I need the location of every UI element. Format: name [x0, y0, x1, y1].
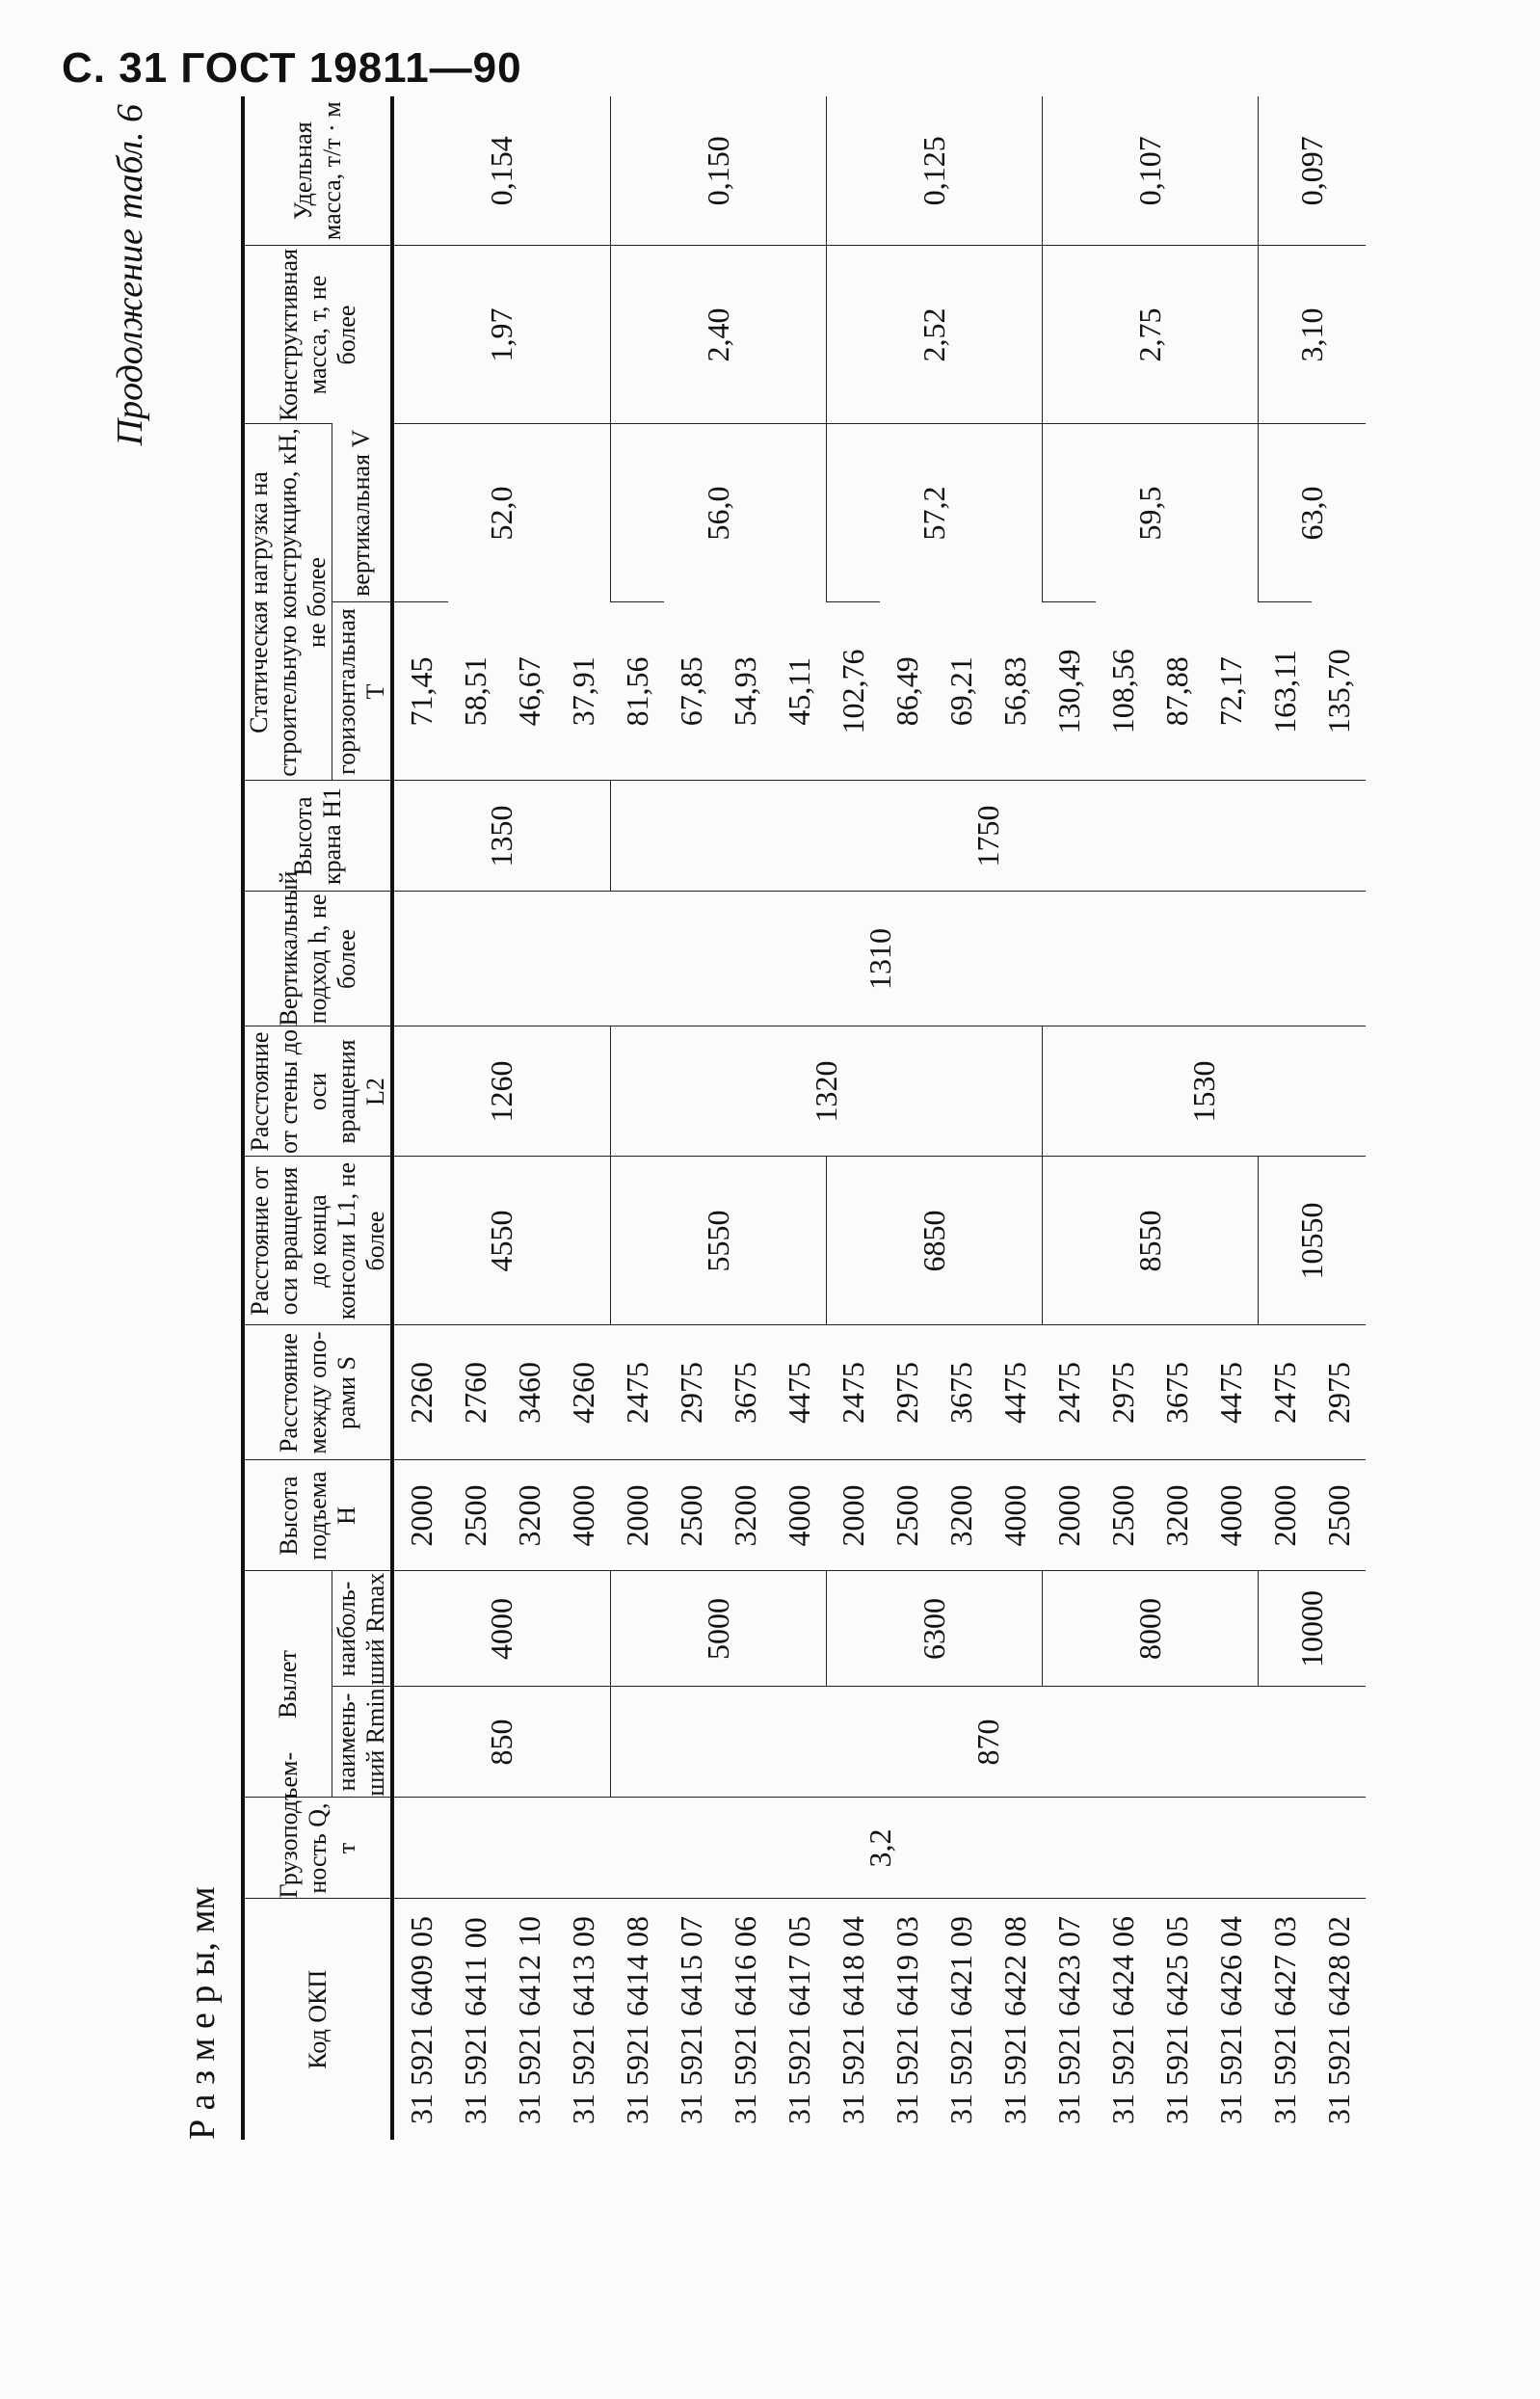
span-cell: 2975 — [1096, 1325, 1150, 1460]
horizontal-load-cell: 69,21 — [943, 656, 978, 727]
span-cell: 4475 — [772, 1325, 826, 1460]
span-cell: 2975 — [1312, 1325, 1366, 1460]
span-cell: 3675 — [1150, 1325, 1204, 1460]
height-cell: 4000 — [1204, 1460, 1258, 1571]
h-approach-cell: 1310 — [392, 892, 1366, 1026]
vertical-load-cell: 63,0 — [1258, 424, 1366, 602]
vertical-load-cell: 57,2 — [826, 424, 1042, 602]
mass-cell: 2,75 — [1042, 246, 1258, 424]
col-horizontal-header: горизонтальная T — [332, 602, 393, 781]
l1-cell: 5550 — [610, 1157, 826, 1325]
span-cell: 2475 — [826, 1325, 880, 1460]
span-cell: 4475 — [1204, 1325, 1258, 1460]
height-cell: 2000 — [610, 1460, 664, 1571]
rmin-cell: 850 — [392, 1687, 610, 1798]
okp-code: 31 5921 6411 00 — [448, 1899, 502, 2140]
height-cell: 3200 — [502, 1460, 556, 1571]
page-header: С. 31 ГОСТ 19811—90 — [62, 44, 522, 92]
col-code-header: Код ОКП — [243, 1899, 392, 2140]
rmax-cell: 8000 — [1042, 1571, 1258, 1687]
span-cell: 2760 — [448, 1325, 502, 1460]
horizontal-load-cell: 87,88 — [1158, 656, 1194, 727]
okp-code: 31 5921 6416 06 — [718, 1899, 772, 2140]
col-rmin-header: наименьший Rmin — [332, 1687, 393, 1798]
rmax-cell: 6300 — [826, 1571, 1042, 1687]
span-cell: 4475 — [988, 1325, 1042, 1460]
okp-code: 31 5921 6426 04 — [1204, 1899, 1258, 2140]
h1-cell: 1350 — [392, 781, 610, 892]
span-cell: 2975 — [880, 1325, 934, 1460]
span-cell: 2475 — [1258, 1325, 1312, 1460]
height-cell: 2500 — [1096, 1460, 1150, 1571]
okp-code: 31 5921 6422 08 — [988, 1899, 1042, 2140]
height-cell: 2500 — [664, 1460, 718, 1571]
table-head — [243, 96, 392, 2140]
col-height-header: Высота подъема H — [243, 1460, 392, 1571]
l1-cell: 10550 — [1258, 1157, 1366, 1325]
horizontal-load-cell: 46,67 — [511, 656, 546, 727]
height-cell: 2500 — [448, 1460, 502, 1571]
l1-cell: 6850 — [826, 1157, 1042, 1325]
mass-cell: 1,97 — [392, 246, 610, 424]
col-l1-header: Расстояние от оси вращения до конца консоли L1, не более — [243, 1157, 392, 1325]
height-cell: 4000 — [556, 1460, 610, 1571]
rmax-cell: 4000 — [392, 1571, 610, 1687]
vertical-load-cell: 56,0 — [610, 424, 826, 602]
horizontal-load-cell: 71,45 — [392, 602, 448, 781]
col-reach-header: Вылет — [243, 1571, 332, 1798]
horizontal-load-cell: 135,70 — [1320, 649, 1356, 734]
table-row — [392, 96, 448, 2140]
horizontal-load-cell: 102,76 — [826, 602, 880, 781]
okp-code: 31 5921 6415 07 — [664, 1899, 718, 2140]
okp-code: 31 5921 6417 05 — [772, 1899, 826, 2140]
okp-code: 31 5921 6418 04 — [826, 1899, 880, 2140]
okp-code: 31 5921 6423 07 — [1042, 1899, 1096, 2140]
rmax-cell: 10000 — [1258, 1571, 1366, 1687]
vertical-load-cell: 52,0 — [392, 424, 610, 602]
height-cell: 4000 — [988, 1460, 1042, 1571]
height-cell: 2500 — [1312, 1460, 1366, 1571]
rotated-table-block — [111, 96, 1441, 2140]
okp-code: 31 5921 6427 03 — [1258, 1899, 1312, 2140]
height-cell: 4000 — [772, 1460, 826, 1571]
rmin-cell: 870 — [610, 1687, 1366, 1798]
l2-cell: 1530 — [1042, 1026, 1366, 1157]
specific-mass-cell: 0,107 — [1042, 96, 1258, 246]
col-static-load-header: Статическая нагрузка на строительную конструкцию, кН, не более — [243, 424, 332, 781]
okp-code: 31 5921 6424 06 — [1096, 1899, 1150, 2140]
col-h-header: Вертикальный подход h, не более — [243, 892, 392, 1026]
okp-code: 31 5921 6421 09 — [934, 1899, 988, 2140]
okp-code: 31 5921 6412 10 — [502, 1899, 556, 2140]
mass-cell: 3,10 — [1258, 246, 1366, 424]
okp-code: 31 5921 6413 09 — [556, 1899, 610, 2140]
sizes-label: Р а з м е р ы, мм — [182, 1886, 223, 2140]
l1-cell: 8550 — [1042, 1157, 1258, 1325]
horizontal-load-cell: 108,56 — [1104, 649, 1140, 734]
l2-cell: 1320 — [610, 1026, 1042, 1157]
specific-mass-cell: 0,150 — [610, 96, 826, 246]
col-capacity-header: Грузоподъемность Q, т — [243, 1798, 392, 1899]
mass-cell: 2,52 — [826, 246, 1042, 424]
col-h1-header: Высота крана H1 — [243, 781, 392, 892]
horizontal-load-cell: 45,11 — [781, 656, 816, 726]
col-span-header: Расстояние между опорами S — [243, 1325, 392, 1460]
height-cell: 3200 — [718, 1460, 772, 1571]
horizontal-load-cell: 163,11 — [1258, 602, 1312, 781]
h1-cell: 1750 — [610, 781, 1366, 892]
height-cell: 2500 — [880, 1460, 934, 1571]
vertical-load-cell: 59,5 — [1042, 424, 1258, 602]
span-cell: 2260 — [392, 1325, 448, 1460]
horizontal-load-cell: 54,93 — [727, 656, 762, 727]
span-cell: 2475 — [1042, 1325, 1096, 1460]
crane-parameters-table — [241, 96, 1366, 2140]
span-cell: 2975 — [664, 1325, 718, 1460]
table-body — [392, 96, 1366, 2140]
capacity-cell: 3,2 — [392, 1798, 1366, 1899]
okp-code: 31 5921 6414 08 — [610, 1899, 664, 2140]
span-cell: 4260 — [556, 1325, 610, 1460]
okp-code: 31 5921 6409 05 — [392, 1899, 448, 2140]
horizontal-load-cell: 72,17 — [1212, 656, 1248, 727]
span-cell: 3675 — [718, 1325, 772, 1460]
height-cell: 2000 — [826, 1460, 880, 1571]
l1-cell: 4550 — [392, 1157, 610, 1325]
col-specific-mass-header: Удельная масса, т/т · м — [243, 96, 392, 246]
col-l2-header: Расстояние от стены до оси вращения L2 — [243, 1026, 392, 1157]
horizontal-load-cell: 37,91 — [565, 656, 600, 727]
okp-code: 31 5921 6419 03 — [880, 1899, 934, 2140]
horizontal-load-cell: 81,56 — [610, 602, 664, 781]
rmax-cell: 5000 — [610, 1571, 826, 1687]
height-cell: 2000 — [392, 1460, 448, 1571]
span-cell: 3460 — [502, 1325, 556, 1460]
horizontal-load-cell: 130,49 — [1042, 602, 1096, 781]
okp-code: 31 5921 6428 02 — [1312, 1899, 1366, 2140]
okp-code: 31 5921 6425 05 — [1150, 1899, 1204, 2140]
table-caption: Продолжение табл. 6 — [110, 104, 150, 446]
span-cell: 2475 — [610, 1325, 664, 1460]
span-cell: 3675 — [934, 1325, 988, 1460]
mass-cell: 2,40 — [610, 246, 826, 424]
horizontal-load-cell: 58,51 — [457, 656, 492, 727]
height-cell: 2000 — [1042, 1460, 1096, 1571]
horizontal-load-cell: 67,85 — [673, 656, 708, 727]
col-mass-header: Конструктивная масса, т, не более — [243, 246, 392, 424]
horizontal-load-cell: 56,83 — [996, 656, 1032, 727]
specific-mass-cell: 0,125 — [826, 96, 1042, 246]
col-vertical-header: вертикальная V — [332, 424, 393, 602]
height-cell: 3200 — [934, 1460, 988, 1571]
height-cell: 3200 — [1150, 1460, 1204, 1571]
horizontal-load-cell: 86,49 — [889, 656, 924, 727]
specific-mass-cell: 0,154 — [392, 96, 610, 246]
specific-mass-cell: 0,097 — [1293, 136, 1329, 206]
l2-cell: 1260 — [392, 1026, 610, 1157]
col-rmax-header: наибольший Rmax — [332, 1571, 393, 1687]
height-cell: 2000 — [1258, 1460, 1312, 1571]
